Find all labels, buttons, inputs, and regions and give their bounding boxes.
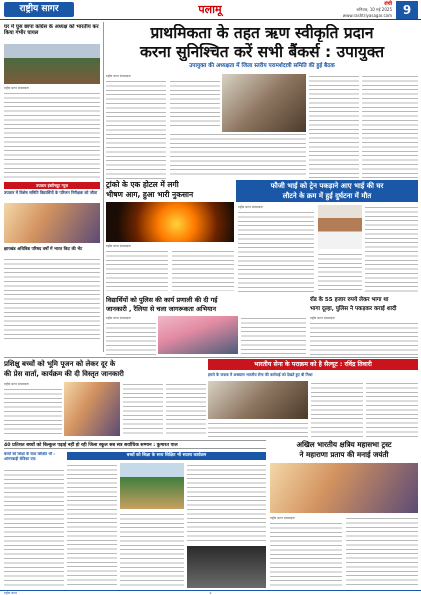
press-photo [64,382,120,436]
police-body-col2 [241,316,306,354]
left-top-photo [4,44,100,84]
left-top-body [4,91,100,179]
main-subheadline: उपायुक्त की अध्यक्षता में जिला स्तरीय परामर्शदात्री समिति की हुई बैठक [189,63,335,69]
band-right-photo [208,381,308,419]
band-rule-top [4,357,418,358]
left-top-headline: घर में घुस छापा कांग्रेस के अध्यक्ष को भारतीय कर किया गंभीर घायल [4,24,99,36]
bottom-left-body [4,468,64,588]
footer-paper-name: राष्ट्रीय सागर [4,591,17,595]
students-strip: 40 प्रतिशत बच्चों को बिल्कुल पढ़ाई नहीं हो रही जिला स्कूल सब सत्र सर्वाधिक सम्मान : कुमारत पाल [4,440,266,449]
paper-name: राष्ट्रीय सागर [4,2,74,17]
band-right-body-col2 [366,381,418,437]
bottom-mid-col3 [187,463,266,543]
left-mid-headline: झारखंड अधिविद्य परिषद वर्षों में भारत किट की भेंट [4,246,83,251]
bottom-mid-photo [120,463,184,509]
left-ad-title: उपकार में विशेष समिति विद्यार्थियों के परिजन निरीक्षक को जीता [4,190,98,195]
army-body-col2 [365,205,418,292]
army-headline-line1: फौजी भाई को ट्रेन पकड़ाने आए भाई की घर [270,182,384,190]
press-headline-line1: प्रशिक्षु बच्चों को भूमि पूजन को लेकर दूर के [4,360,116,368]
police-body-col1 [106,321,156,355]
left-top-byline: राष्ट्रीय सागर संवाददाता [4,86,29,90]
bottom-right-byline: राष्ट्रीय सागर संवाददाता [270,516,295,520]
fire-headline-line1: ट्रांको के एक होटल में लगी [106,180,179,189]
bottom-mid-photo-small [187,546,266,588]
site-url: www.rashtriyasagar.com [342,13,392,18]
fire-body-col2 [172,249,234,291]
army-byline: राष्ट्रीय सागर संवाददाता [238,205,263,209]
main-body-col3 [170,132,306,178]
army-body-col3 [318,252,362,292]
police-rally-photo [158,316,238,354]
bottom-left-strip: बच्चों को शिक्षा के साथ शिक्षित भी सदस्य कार्यक्रम [67,452,266,460]
main-body-col2 [170,79,220,129]
bottom-right-headline-line1: अखिल भारतीय क्षत्रिय महासभा ट्रस्ट [296,440,392,449]
bike-body [310,321,418,355]
band-right-sub: हमले के जवाब में अब्ब्यास भारतीय सेना की कार्रवाई को देखते हुए बी मिश्रा [208,372,313,377]
army-portrait-photo [318,205,362,249]
police-headline-line2: जानकारी , रैलिया से चला जागरूकता अभियान [106,305,216,313]
main-byline: राष्ट्रीय सागर संवाददाता [106,74,131,78]
page-number: 9 [396,1,418,19]
bottom-left-title: बच्चों को शिक्षा के साथ शिक्षित भी : आंगनबाड़ी सेविका एक [4,452,55,461]
press-body-col2 [123,382,163,437]
bottom-right-body-col2 [346,516,418,588]
section-title: पलामू [198,3,222,16]
press-body-col1 [4,387,62,437]
main-body-col5 [362,74,418,178]
main-headline-line2: करना सुनिश्चित करें सभी बैंकर्स : उपायुक्त [139,43,385,61]
band-right-body-col3 [208,421,308,437]
bike-headline-line1: रॉड के 55 हजार रुपये लेकर भागा था [310,297,389,303]
press-headline-line2: की प्रेस वार्ता, कार्यक्रम की दी विस्तृत जानकारी [4,370,124,378]
fire-body-col1 [106,249,168,291]
bottom-right-headline-line2: ने महाराणा प्रताप की मनाई जयंती [299,450,389,459]
bike-headline-line2: भागा दूल्हा, पुलिस ने पकड़कर कराई शादी [310,306,397,312]
bottom-mid-col2 [120,512,184,588]
press-byline: राष्ट्रीय सागर संवाददाता [4,382,29,386]
fire-byline: राष्ट्रीय सागर संवाददाता [106,244,131,248]
fire-photo [106,202,234,242]
bottom-mid-col1 [67,463,117,588]
bottom-right-photo [270,463,418,513]
left-mid-body [4,257,100,341]
main-body-col4 [309,74,359,178]
column-rule [103,22,104,352]
left-ad-photo [4,203,100,243]
bike-byline: राष्ट्रीय सागर संवाददाता [310,316,335,320]
press-body-col3 [166,382,206,437]
date-line: शनिवार, 10 मई 2025 [356,7,392,12]
main-meeting-photo [222,74,306,134]
main-body-col1 [106,79,166,179]
band-right-headline: भारतीय सेना के पराक्रम को है सैल्यूट : रविंद्र तिवारी [208,359,418,370]
police-byline: राष्ट्रीय सागर संवाददाता [106,316,131,320]
main-headline-line1: प्राथमिकता के तहत ऋण स्वीकृति प्रदान [150,24,374,42]
bottom-right-body-col1 [270,521,342,588]
fire-headline-line2: भीषण आग, हुआ भारी नुकसान [106,190,194,199]
band-right-body-col1 [311,381,363,437]
city: रांची [384,1,392,7]
date-block [300,1,392,19]
army-headline-line2: लौटने के क्रम में हुई दुर्घटना में मौत [282,192,372,200]
police-headline-line1: विद्यार्थियों को पुलिस की कार्य प्रणाली की दी गई [106,296,218,304]
left-ad-label: उपकार इंस्टीच्यूट न्यूज [4,182,100,189]
army-body-col1 [238,210,314,292]
footer-page-number: 9 [209,591,212,595]
